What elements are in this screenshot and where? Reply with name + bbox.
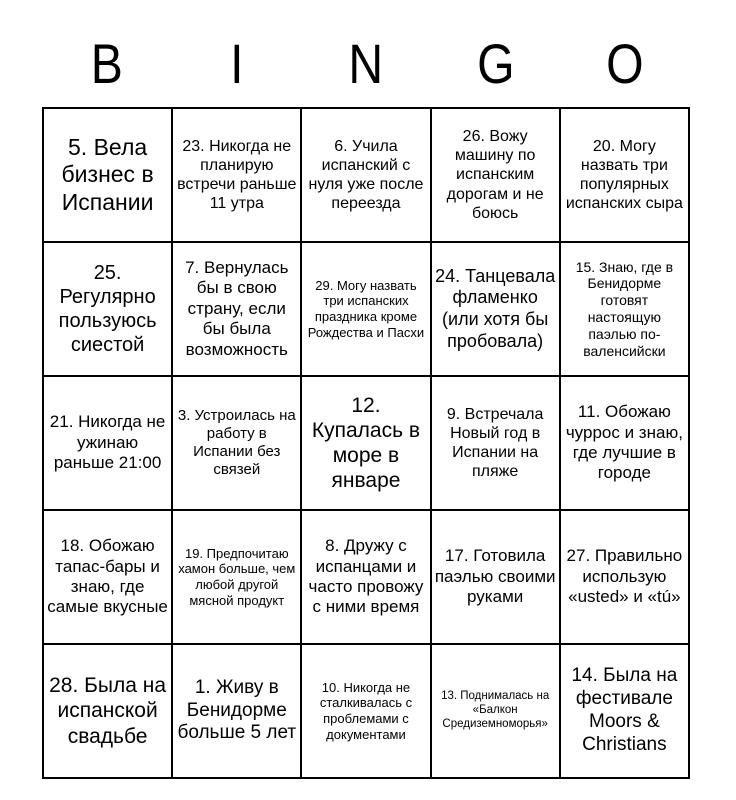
board-row-3 [43, 376, 689, 510]
bingo-cell-r2c2: 7. Вернулась бы в свою страну, если бы была возможность [172, 242, 301, 376]
bingo-cell-r4c5: 27. Правильно использую «usted» и «tú» [560, 510, 689, 644]
bingo-cell-r3c3: 12. Купалась в море в январе [301, 376, 430, 510]
bingo-title-letter-i: I [229, 32, 244, 95]
bingo-cell-r4c3: 8. Дружу с испанцами и часто провожу с ними время [301, 510, 430, 644]
bingo-cell-r5c3: 10. Никогда не сталкивалась с проблемами с документами [301, 644, 430, 778]
bingo-title-letter-g: G [476, 32, 515, 95]
bingo-cell-r1c3: 6. Учила испанский с нуля уже после переезда [301, 108, 430, 242]
bingo-cell-r1c1: 5. Вела бизнес в Испании [43, 108, 172, 242]
bingo-cell-r2c1: 25. Регулярно пользуюсь сиестой [43, 242, 172, 376]
bingo-title-letter-b: B [90, 32, 123, 95]
bingo-cell-r3c5: 11. Обожаю чуррос и знаю, где лучшие в городе [560, 376, 689, 510]
board-row-2 [43, 242, 689, 376]
bingo-cell-r1c2: 23. Никогда не планирую встречи раньше 11 утра [172, 108, 301, 242]
bingo-cell-r3c1: 21. Никогда не ужинаю раньше 21:00 [43, 376, 172, 510]
bingo-cell-r5c4: 13. Поднималась на «Балкон Средиземноморья» [431, 644, 560, 778]
bingo-cell-r4c2: 19. Предпочитаю хамон больше, чем любой другой мясной продукт [172, 510, 301, 644]
board-row-1 [43, 108, 689, 242]
bingo-cell-r5c5: 14. Была на фестивале Moors & Christians [560, 644, 689, 778]
board-row-4 [43, 510, 689, 644]
bingo-cell-r2c3: 29. Могу назвать три испанских праздника кроме Рождества и Пасхи [301, 242, 430, 376]
bingo-board [42, 107, 690, 779]
board-row-5 [43, 644, 689, 778]
bingo-cell-r5c1: 28. Была на испанской свадьбе [43, 644, 172, 778]
bingo-cell-r1c4: 26. Вожу машину по испанским дорогам и не боюсь [431, 108, 560, 242]
bingo-cell-r3c2: 3. Устроилась на работу в Испании без связей [172, 376, 301, 510]
bingo-cell-r5c2: 1. Живу в Бенидорме больше 5 лет [172, 644, 301, 778]
bingo-title [42, 32, 690, 96]
bingo-cell-r2c5: 15. Знаю, где в Бенидорме готовят настоящую паэлью по-валенсийски [560, 242, 689, 376]
bingo-cell-r2c4: 24. Танцевала фламенко (или хотя бы пробовала) [431, 242, 560, 376]
bingo-title-letter-o: O [606, 32, 644, 95]
bingo-title-letter-n: N [348, 32, 384, 95]
bingo-cell-r4c1: 18. Обожаю тапас-бары и знаю, где самые вкусные [43, 510, 172, 644]
bingo-cell-r4c4: 17. Готовила паэлью своими руками [431, 510, 560, 644]
bingo-cell-r3c4: 9. Встречала Новый год в Испании на пляже [431, 376, 560, 510]
bingo-cell-r1c5: 20. Могу назвать три популярных испанских сыра [560, 108, 689, 242]
